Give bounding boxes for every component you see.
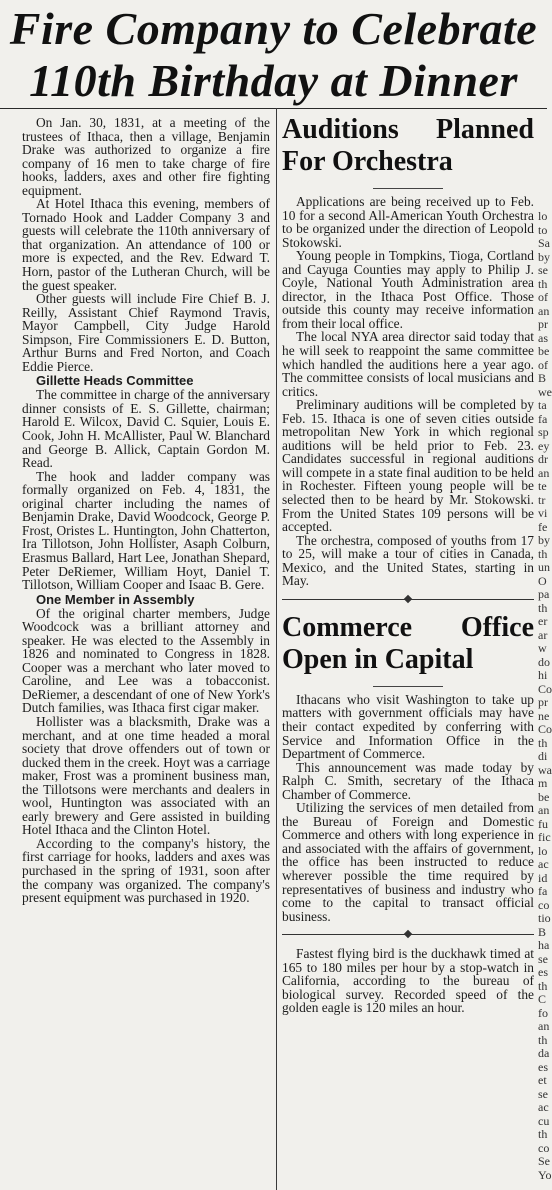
edge-fragment: dr — [538, 452, 548, 466]
article-paragraph: Of the original charter members, Judge Woodcock was a brilliant attorney and speaker. He was elected to the Assembly in 1826 and nominated to Congress in 1828. Cooper was a merchant who later moved to Caroline, and Lee was a tobacconist. DeRiemer, a descendant of one of New York's Dutch families, was Ithaca first cigar maker. — [22, 605, 270, 716]
right-column — [282, 110, 534, 1015]
edge-fragment: th — [538, 1127, 548, 1141]
adjacent-column-fragment — [538, 209, 552, 1190]
edge-fragment: es — [538, 965, 548, 979]
article-paragraph: Ithacans who visit Washington to take up matters with government officials may have their contact expedited by conferring with Service and Information Office in the Department of Commerce. — [282, 691, 534, 762]
edge-fragment: to — [538, 222, 548, 237]
edge-fragment: lo — [538, 209, 548, 223]
edge-fragment: se — [538, 1086, 548, 1101]
fire-company-article — [22, 116, 270, 905]
edge-fragment: m — [538, 776, 548, 790]
edge-fragment: of — [538, 357, 548, 372]
article-paragraph: The local NYA area director said today that he will seek to reappoint the same committee which handled the auditions here a year ago. The committee consists of local musicians and critics. — [282, 329, 534, 399]
edge-fragment: B — [538, 924, 547, 939]
edge-fragment: fa — [538, 411, 548, 426]
article-paragraph: On Jan. 30, 1831, at a meeting of the trustees of Ithaca, then a village, Benjamin Drake was authorized to organize a fire company of 16 men to take charge of fire hooks, ladders, axes and other fire fighting equipment. — [22, 115, 270, 198]
edge-fragment: th — [538, 600, 548, 615]
article-divider — [282, 594, 534, 604]
bird-speed-brief — [282, 947, 534, 1015]
edge-fragment: th — [538, 978, 548, 993]
edge-fragment: lo — [538, 843, 548, 858]
auditions-headline: Auditions Planned For Orchestra — [282, 114, 534, 177]
headline-rule — [373, 686, 443, 687]
edge-fragment: th — [538, 276, 548, 291]
edge-fragment: un — [538, 560, 550, 574]
main-headline — [0, 0, 547, 109]
edge-fragment: se — [538, 263, 548, 277]
edge-fragment: we — [538, 384, 552, 399]
edge-fragment: hi — [538, 668, 548, 682]
edge-fragment: er — [538, 614, 548, 628]
edge-fragment: ac — [538, 1100, 549, 1114]
edge-fragment: O — [538, 573, 547, 588]
edge-fragment: fu — [538, 816, 548, 831]
edge-fragment: fo — [538, 1005, 548, 1020]
article-paragraph: Other guests will include Fire Chief B. J. Reilly, Assistant Chief Raymond Travis, Mayor Campbell, City Judge Harold Simpson, Fire Commissioners E. D. Button, Arthur Burns and Fred Norton, and Coach Eddie Pierce. — [22, 291, 270, 374]
article-paragraph: The hook and ladder company was formally organized on Feb. 4, 1831, the original charter including the names of Benjamin Drake, David Woodcock, George P. Frost, Oristes L. Huntington, John Chatterton, Ira Tillotson, John Hollister, Asaph Colburn, Erasmus Ballard, Hart Lee, Jonathan Shepard, Peter DeRiemer, William Hoyt, Daniel T. Tillotson, William Cooper and Isaac B. Gere. — [22, 468, 270, 593]
article-paragraph: Applications are being received up to Feb. 10 for a second All-American Youth Orchestra to be organized under the direction of Leopold Stokowski. — [282, 194, 534, 250]
edge-fragment: be — [538, 789, 550, 804]
diamond-ornament-icon — [404, 930, 412, 938]
edge-fragment: of — [538, 290, 548, 304]
article-divider — [282, 929, 534, 939]
headline-line-1: Fire Company to Celebrate — [9, 3, 538, 54]
edge-fragment: et — [538, 1073, 547, 1087]
edge-fragment: Co — [538, 681, 552, 696]
commerce-article — [282, 612, 534, 923]
edge-fragment: an — [538, 803, 550, 817]
edge-fragment: id — [538, 870, 548, 885]
article-paragraph: Hollister was a blacksmith, Drake was a merchant, and at one time headed a moral society that drove offenders out of town or ducked them in the creek. Hoyt was a carriage maker, Frost was a prominent business man, the Tillotsons were merchants and dealers in wool, Huntington was associated with an early brewery and Gere assisted in building Hotel Ithaca and the Clinton Hotel. — [22, 713, 270, 838]
edge-fragment: co — [538, 1140, 550, 1155]
article-paragraph: According to the company's history, the first carriage for hooks, ladders and axes was purchased in the spring of 1931, soon after the company was organized. The company's present equipment was purchased in 1920. — [22, 835, 270, 906]
edge-fragment: fe — [538, 519, 548, 534]
edge-fragment: ne — [538, 708, 550, 723]
subhead-assembly: One Member in Assembly — [36, 591, 195, 607]
edge-fragment: ha — [538, 938, 550, 952]
edge-fragment: th — [538, 1032, 548, 1047]
edge-fragment: by — [538, 533, 550, 547]
edge-fragment: by — [538, 249, 550, 264]
edge-fragment: do — [538, 654, 550, 669]
edge-fragment: fa — [538, 884, 548, 898]
headline-line-2: 110th Birthday at Dinner — [29, 55, 518, 106]
edge-fragment: co — [538, 897, 550, 912]
article-paragraph: The committee in charge of the anniversary dinner consists of E. S. Gillette, chairman; Harold E. Wilcox, David C. Squier, Louis E. Cook, John H. McAllister, Paul W. Blanchard and George B. Allick, Captain Gordon M. Read. — [22, 387, 270, 471]
article-paragraph: Young people in Tompkins, Tioga, Cortland and Cayuga Counties may apply to Philip J. Coyle, National Youth Administration area director, in the Ithaca Post Office. Those outside this county may receive information from their local office. — [282, 248, 534, 331]
headline-rule — [373, 188, 443, 189]
column-divider — [276, 108, 277, 1190]
edge-fragment: cu — [538, 1113, 550, 1128]
edge-fragment: es — [538, 1059, 548, 1074]
edge-fragment: pa — [538, 587, 550, 601]
edge-fragment: fic — [538, 830, 551, 844]
edge-fragment: pr — [538, 317, 548, 331]
edge-fragment: ey — [538, 438, 550, 453]
edge-fragment: as — [538, 330, 548, 345]
article-paragraph: Preliminary auditions will be completed by Feb. 15. Ithaca is one of seven cities outside metropolitan New York in which regional auditions will be held prior to Feb. 23. Candidates successful in regional auditions will compete in a state final audition to be held in Rochester. Fifteen young people will be selected then to be heard by Mr. Stokowski. From the United States 109 persons will be accepted. — [282, 397, 534, 535]
edge-fragment: th — [538, 735, 548, 750]
edge-fragment: da — [538, 1046, 550, 1060]
edge-fragment: th — [538, 546, 548, 561]
article-paragraph: At Hotel Ithaca this evening, members of Tornado Hook and Ladder Company 3 and guests will celebrate the 110th anniversary of that organization. An attendance of 100 or more is expected, and the Rev. Edward T. Horn, pastor of the Lutheran Church, will be the guest speaker. — [22, 196, 270, 293]
auditions-article — [282, 114, 534, 588]
edge-fragment: Co — [538, 722, 552, 736]
edge-fragment: tio — [538, 911, 551, 925]
article-paragraph: Utilizing the services of men detailed from the Bureau of Foreign and Domestic Commerce and others with long experience in and associated with the affairs of government, the office has been instructed to reduce wherever possible the time required by representatives of business and industry who come to the capital to transact official business. — [282, 800, 534, 924]
edge-fragment: se — [538, 951, 548, 966]
edge-fragment: Se — [538, 1154, 550, 1168]
edge-fragment: ta — [538, 398, 547, 412]
edge-fragment: B — [538, 371, 547, 385]
edge-fragment: te — [538, 479, 547, 493]
article-paragraph: The orchestra, composed of youths from 17 to 25, will make a tour of cities in Canada, Mexico, and the United States, starting in May. — [282, 532, 534, 589]
edge-fragment: an — [538, 465, 550, 480]
edge-fragment: ac — [538, 857, 549, 871]
commerce-headline: Commerce Office Open in Capital — [282, 611, 534, 675]
diamond-ornament-icon — [404, 595, 412, 603]
edge-fragment: Sa — [538, 236, 550, 250]
edge-fragment: wa — [538, 762, 552, 777]
edge-fragment: w — [538, 641, 547, 655]
brief-paragraph: Fastest flying bird is the duckhawk timed at 165 to 180 miles per hour by a stop-watch in California, according to the bureau of biological survey. Recorded speed of the golden eagle is 120 miles an hour. — [282, 946, 534, 1016]
edge-fragment: pr — [538, 695, 548, 709]
edge-fragment: an — [538, 1019, 550, 1033]
subhead-gillette: Gillette Heads Committee — [36, 373, 194, 389]
edge-fragment: vi — [538, 506, 548, 520]
edge-fragment: an — [538, 303, 550, 318]
edge-fragment: tr — [538, 492, 546, 507]
article-paragraph: This announcement was made today by Ralph C. Smith, secretary of the Ithaca Chamber of Commerce. — [282, 759, 534, 802]
edge-fragment: di — [538, 749, 548, 763]
edge-fragment: ar — [538, 627, 548, 642]
edge-fragment: Yo — [538, 1167, 552, 1182]
edge-fragment: C — [538, 992, 547, 1006]
edge-fragment: be — [538, 344, 550, 358]
edge-fragment: sp — [538, 425, 549, 439]
